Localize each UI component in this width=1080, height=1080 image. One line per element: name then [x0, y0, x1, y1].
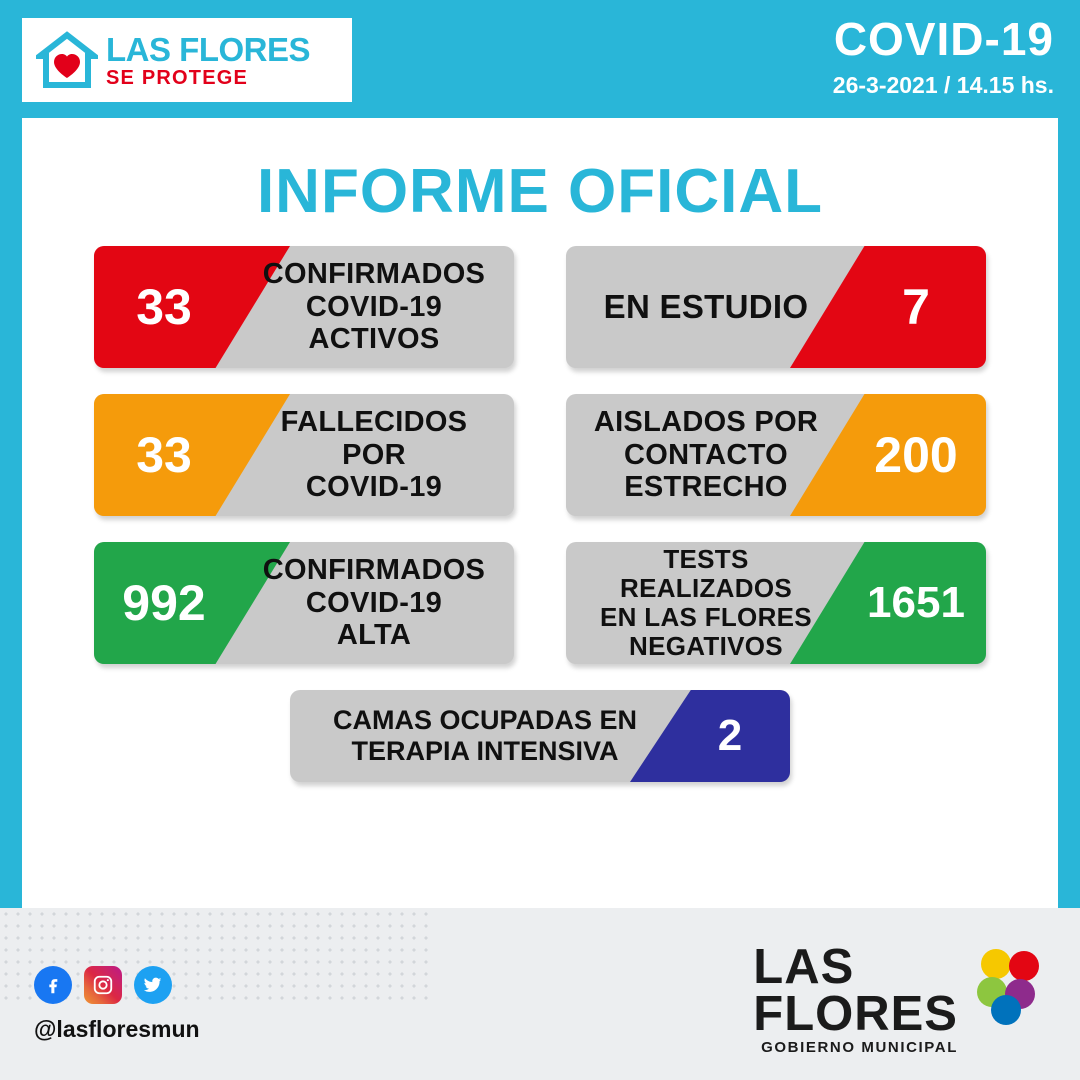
- stat-label: [566, 406, 846, 503]
- stat-card-confirmados-activos: [94, 246, 514, 368]
- stat-label-line: NEGATIVOS: [629, 631, 783, 662]
- stat-label-line: CONTACTO: [623, 438, 789, 471]
- stat-card-tests-negativos: [566, 542, 986, 664]
- stats-grid: [22, 246, 1058, 782]
- facebook-icon[interactable]: [34, 966, 72, 1004]
- stat-label: [290, 705, 670, 767]
- stat-label-line: CAMAS OCUPADAS EN: [332, 704, 637, 735]
- page-title: COVID-19: [833, 13, 1054, 65]
- stat-label-line: TERAPIA INTENSIVA: [351, 736, 619, 766]
- stat-label-line: ACTIVOS: [308, 323, 440, 356]
- stat-value: 2: [717, 711, 743, 760]
- stat-label-line: ESTRECHO: [624, 471, 788, 504]
- stat-value: 1651: [867, 578, 965, 627]
- poster-header: [0, 0, 1080, 118]
- stat-card-aislados-contacto-estrecho: [566, 394, 986, 516]
- stat-card-camas-terapia-intensiva: [290, 690, 790, 782]
- house-heart-icon: [36, 29, 98, 91]
- social-handle: @lasfloresmun: [34, 1016, 200, 1042]
- stat-label-line: COVID-19: [305, 471, 443, 504]
- brand-line-2: FLORES: [753, 986, 958, 1041]
- stats-row: [22, 542, 1058, 664]
- stats-row: [22, 394, 1058, 516]
- stat-card-fallecidos: [94, 394, 514, 516]
- stat-label-line: ALTA: [336, 619, 412, 652]
- brand-line-1: LAS: [753, 940, 855, 994]
- stat-label-line: EN LAS FLORES: [600, 602, 812, 632]
- twitter-icon[interactable]: [134, 966, 172, 1004]
- stat-label-line: CONFIRMADOS: [262, 554, 486, 587]
- brand-petals-icon: [972, 948, 1050, 1033]
- municipal-logo: [22, 18, 352, 102]
- stats-row-single: [22, 690, 1058, 782]
- stat-label: [234, 258, 514, 355]
- report-panel: [22, 118, 1058, 908]
- stat-label-line: CONFIRMADOS: [262, 258, 486, 291]
- logo-line-2: SE PROTEGE: [106, 66, 249, 89]
- report-timestamp: 26-3-2021 / 14.15 hs.: [832, 72, 1054, 98]
- logo-line-1: LAS FLORES: [106, 30, 311, 68]
- stat-label: [566, 289, 846, 326]
- municipality-brand: [753, 940, 1050, 1057]
- stat-value: 33: [136, 279, 192, 335]
- social-links[interactable]: [34, 966, 184, 1004]
- stats-row: [22, 246, 1058, 368]
- stat-label-line: COVID-19: [305, 586, 443, 619]
- brand-line-3: GOBIERNO MUNICIPAL: [761, 1039, 958, 1057]
- stat-label-line: FALLECIDOS: [280, 406, 468, 439]
- stat-label-line: AISLADOS POR: [593, 406, 819, 439]
- stat-label: [234, 554, 514, 651]
- poster-footer: [0, 908, 1080, 1080]
- panel-title: INFORME OFICIAL: [256, 157, 824, 226]
- stat-value: 992: [122, 575, 206, 631]
- instagram-icon[interactable]: [84, 966, 122, 1004]
- stat-label: [566, 545, 846, 661]
- stat-label-line: TESTS REALIZADOS: [620, 543, 792, 603]
- stat-label-line: EN ESTUDIO: [603, 287, 809, 325]
- stat-card-en-estudio: [566, 246, 986, 368]
- stat-value: 200: [874, 427, 958, 483]
- stat-card-confirmados-alta: [94, 542, 514, 664]
- stat-label-line: COVID-19: [305, 290, 443, 323]
- stat-value: 33: [136, 427, 192, 483]
- stat-value: 7: [902, 279, 930, 335]
- stat-label: [234, 406, 514, 503]
- stat-label-line: POR: [342, 438, 406, 471]
- header-title-block: [832, 13, 1054, 99]
